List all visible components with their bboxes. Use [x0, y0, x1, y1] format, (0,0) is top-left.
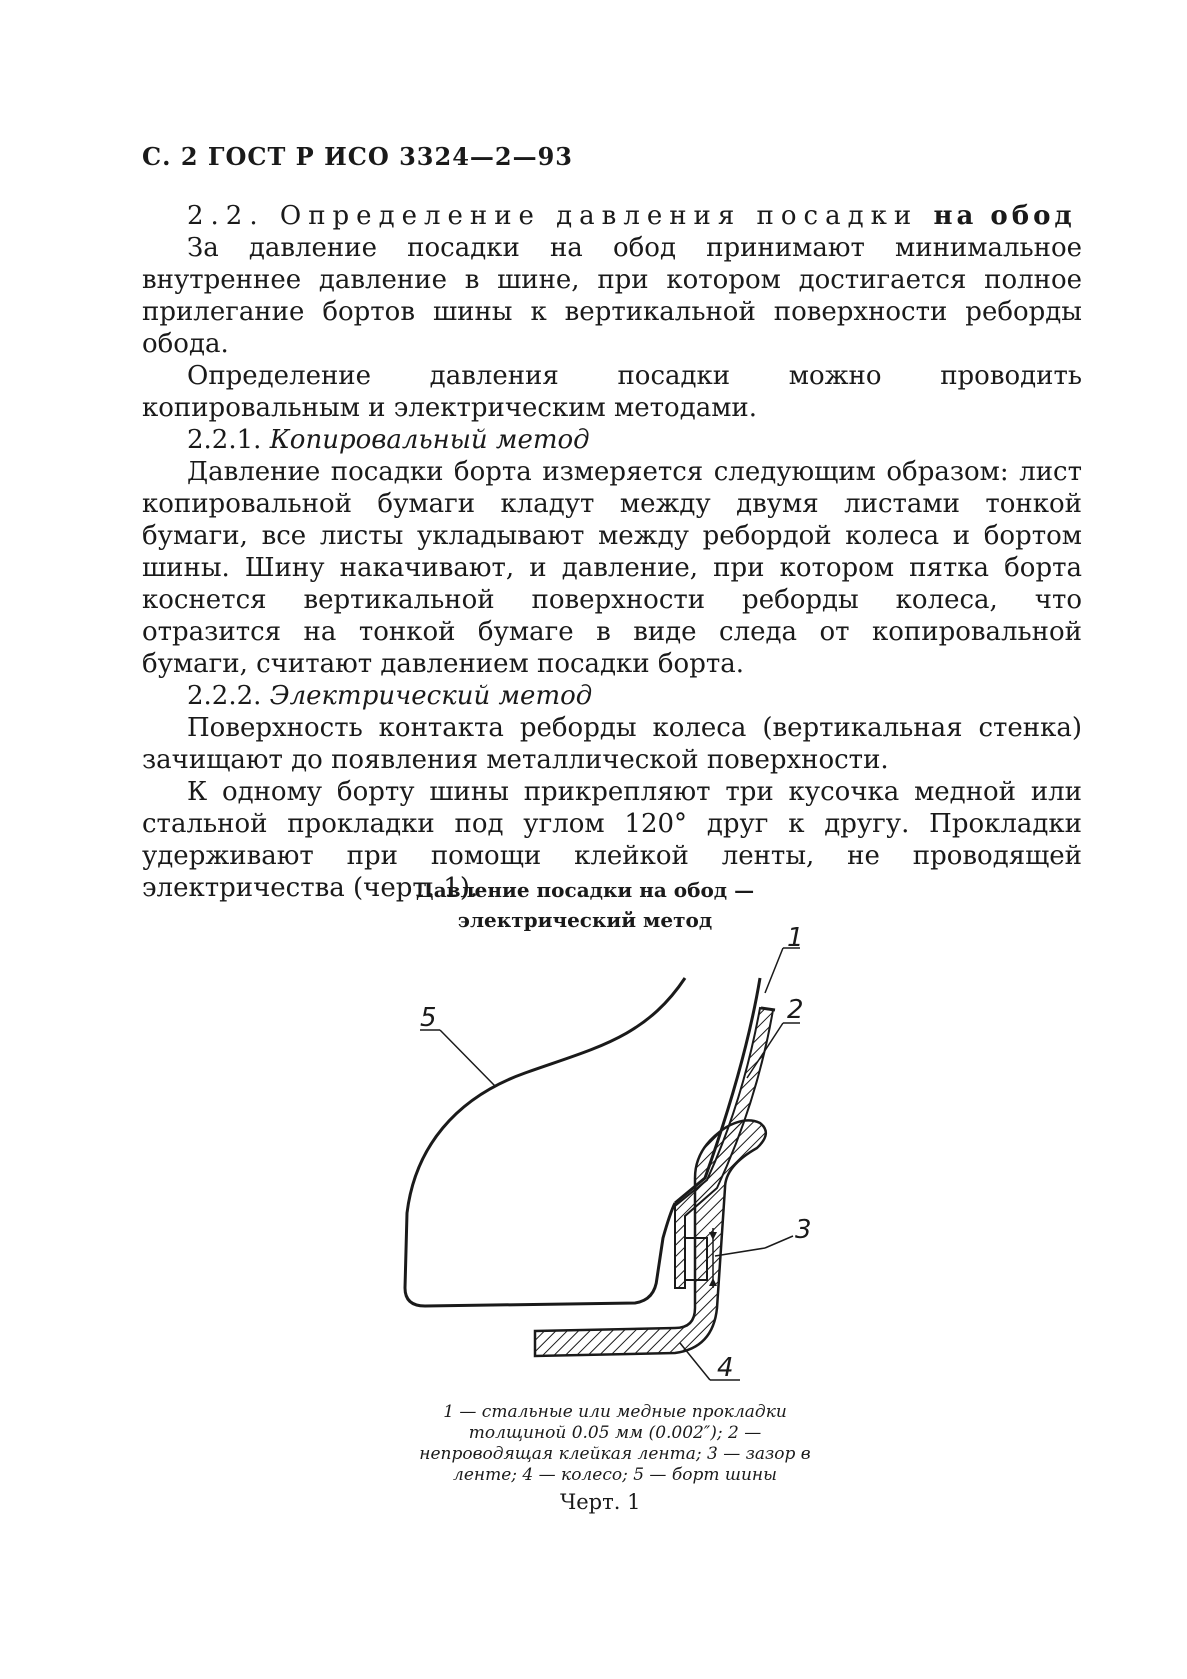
leader-5 — [440, 1030, 495, 1086]
label-1: 1 — [787, 923, 804, 953]
page-header: С. 2 ГОСТ Р ИСО 3324—2—93 — [142, 142, 573, 171]
section-2-2-1-para: Давление посадки борта измеряется следующим образом: лист копировальной бумаги кладут между двумя листами тонкой бумаги, все листы укладывают между ребордой колеса и бортом шины. Шину накачивают, и давление, при котором пятка борта коснется вертикальной поверхности реборды колеса, что отразится на тонкой бумаге в виде следа от копировальной бумаги, считают давлением посадки борта. — [142, 457, 1082, 679]
section-2-2-1-title: Копировальный метод — [269, 425, 590, 455]
section-2-2-para1: За давление посадки на обод принимают минимальное внутреннее давление в шине, при котором достигается полное прилегание бортов шины к вертикальной поверхности реборды обода. — [142, 233, 1082, 359]
wheel-rim — [535, 1120, 766, 1356]
section-2-2-2-number: 2.2.2. — [187, 681, 262, 711]
tire-bead-diagram — [395, 923, 865, 1388]
section-2-2-heading — [142, 200, 1082, 232]
section-2-2-1-heading — [142, 424, 1082, 456]
section-2-2-para2: Определение давления посадки можно проводить копировальным и электрическим методами. — [142, 361, 1082, 423]
section-2-2-title: Определение давления посадки — [279, 201, 919, 231]
figure-number: Черт. 1 — [560, 1490, 641, 1514]
section-2-2-number: 2.2. — [187, 201, 265, 231]
section-2-2-title-end: на обод — [933, 201, 1076, 231]
label-2: 2 — [787, 995, 804, 1025]
body-text — [142, 200, 1082, 904]
figure-title-line1: Давление посадки на обод — — [415, 878, 755, 902]
figure-caption: 1 — стальные или медные прокладки толщиной 0.05 мм (0.002″); 2 — непроводящая клейкая лента; 3 — зазор в ленте; 4 — колесо; 5 — борт шины — [419, 1402, 811, 1485]
section-2-2-2-heading — [142, 680, 1082, 712]
label-4: 4 — [717, 1353, 734, 1383]
leader-4 — [680, 1343, 710, 1380]
section-2-2-1-number: 2.2.1. — [187, 425, 262, 455]
label-3: 3 — [795, 1215, 812, 1245]
tire-bead-outline — [405, 978, 685, 1306]
leader-3 — [715, 1248, 765, 1256]
figure-title — [370, 875, 800, 935]
section-2-2-2-title: Электрический метод — [269, 681, 593, 711]
plate-marker — [761, 1008, 775, 1010]
leader-1 — [765, 948, 783, 993]
section-2-2-2-para1: Поверхность контакта реборды колеса (вертикальная стенка) зачищают до появления металлической поверхности. — [142, 713, 1082, 775]
leader-3-ext — [765, 1236, 793, 1248]
section-2-2-2-para2: К одному борту шины прикрепляют три кусочка медной или стальной прокладки под углом 120° друг к другу. Прокладки удерживают при помощи клейкой ленты, не проводящей электричества (черт. 1). — [142, 777, 1082, 903]
figure-title-line2: электрический метод — [457, 908, 713, 932]
label-5: 5 — [420, 1003, 437, 1033]
